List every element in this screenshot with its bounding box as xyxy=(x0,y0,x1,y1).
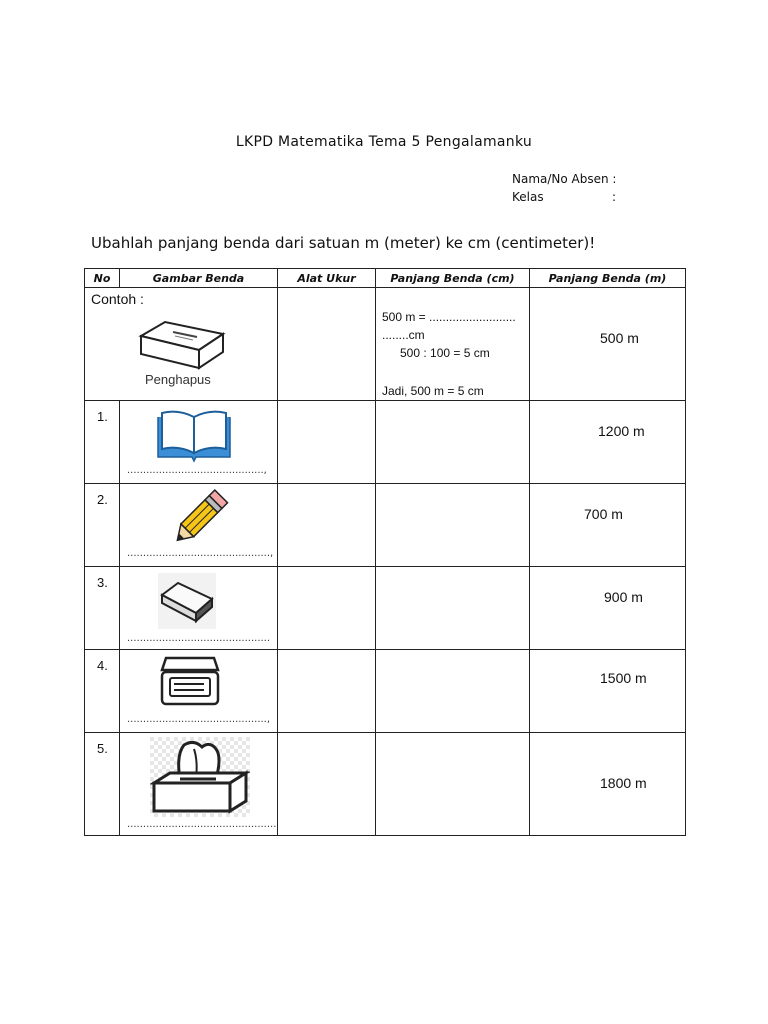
table-row xyxy=(85,401,686,484)
object-name-blank: ............................................. xyxy=(127,633,271,644)
object-name-blank: ............................................., xyxy=(127,548,274,559)
row-meters: 700 m xyxy=(584,506,623,522)
class-label: Kelas xyxy=(512,190,544,204)
example-line-2: ........cm xyxy=(382,328,425,342)
example-cm-cell xyxy=(376,288,530,401)
row-meters: 1500 m xyxy=(600,670,647,686)
row-cm-cell xyxy=(376,567,530,650)
row-meters: 900 m xyxy=(604,589,643,605)
row-tool-cell xyxy=(278,567,376,650)
name-field xyxy=(512,170,616,188)
row-m-cell xyxy=(530,401,686,484)
row-number-cell xyxy=(85,733,120,836)
tissue-box-icon xyxy=(150,737,250,817)
instruction: Ubahlah panjang benda dari satuan m (meter) ke cm (centimeter)! xyxy=(91,234,596,252)
example-object-name: Penghapus xyxy=(145,372,211,387)
row-number-cell xyxy=(85,484,120,567)
table-header-row xyxy=(85,269,686,288)
row-picture-cell xyxy=(120,567,278,650)
eraser-icon xyxy=(158,573,216,629)
row-picture-cell xyxy=(120,650,278,733)
header-gambar: Gambar Benda xyxy=(120,269,278,288)
row-tool-cell xyxy=(278,401,376,484)
object-name-blank: ..........................................., xyxy=(127,465,267,476)
header-alat: Alat Ukur xyxy=(278,269,376,288)
row-m-cell xyxy=(530,484,686,567)
header-no: No xyxy=(85,269,120,288)
header-cm: Panjang Benda (cm) xyxy=(376,269,530,288)
example-tool-cell xyxy=(278,288,376,401)
row-m-cell xyxy=(530,733,686,836)
row-cm-cell xyxy=(376,401,530,484)
book-icon xyxy=(154,407,234,463)
table-row xyxy=(85,484,686,567)
table-row xyxy=(85,650,686,733)
row-tool-cell xyxy=(278,484,376,567)
row-picture-cell xyxy=(120,733,278,836)
worksheet-title: LKPD Matematika Tema 5 Pengalamanku xyxy=(235,134,533,150)
class-colon: : xyxy=(612,190,617,204)
pencil-icon xyxy=(170,488,230,550)
student-identity xyxy=(512,170,616,206)
row-number: 2. xyxy=(97,492,108,507)
example-m-cell xyxy=(530,288,686,401)
row-picture-cell xyxy=(120,484,278,567)
example-label: Contoh : xyxy=(91,291,144,307)
example-line-3: 500 : 100 = 5 cm xyxy=(400,346,490,360)
name-label: Nama/No Absen : xyxy=(512,172,617,186)
row-number: 3. xyxy=(97,575,108,590)
row-picture-cell xyxy=(120,401,278,484)
conversion-table xyxy=(84,268,686,836)
table-row xyxy=(85,567,686,650)
example-line-1: 500 m = .......................... xyxy=(382,310,516,324)
row-number: 5. xyxy=(97,741,108,756)
object-name-blank: ............................................, xyxy=(127,714,271,725)
pencil-case-icon xyxy=(158,654,222,712)
row-tool-cell xyxy=(278,733,376,836)
row-number-cell xyxy=(85,650,120,733)
row-number: 1. xyxy=(97,409,108,424)
example-picture-cell xyxy=(85,288,278,401)
example-line-4: Jadi, 500 m = 5 cm xyxy=(382,384,484,398)
row-cm-cell xyxy=(376,650,530,733)
row-number-cell xyxy=(85,567,120,650)
row-m-cell xyxy=(530,567,686,650)
object-name-blank: ............................................... xyxy=(127,819,277,830)
row-meters: 1200 m xyxy=(598,423,645,439)
class-field xyxy=(512,188,616,206)
example-row xyxy=(85,288,686,401)
eraser-icon xyxy=(135,314,227,374)
row-meters: 1800 m xyxy=(600,775,647,791)
table-row xyxy=(85,733,686,836)
row-tool-cell xyxy=(278,650,376,733)
row-cm-cell xyxy=(376,484,530,567)
row-number-cell xyxy=(85,401,120,484)
row-number: 4. xyxy=(97,658,108,673)
row-m-cell xyxy=(530,650,686,733)
header-m: Panjang Benda (m) xyxy=(530,269,686,288)
row-cm-cell xyxy=(376,733,530,836)
example-meters: 500 m xyxy=(600,330,639,346)
